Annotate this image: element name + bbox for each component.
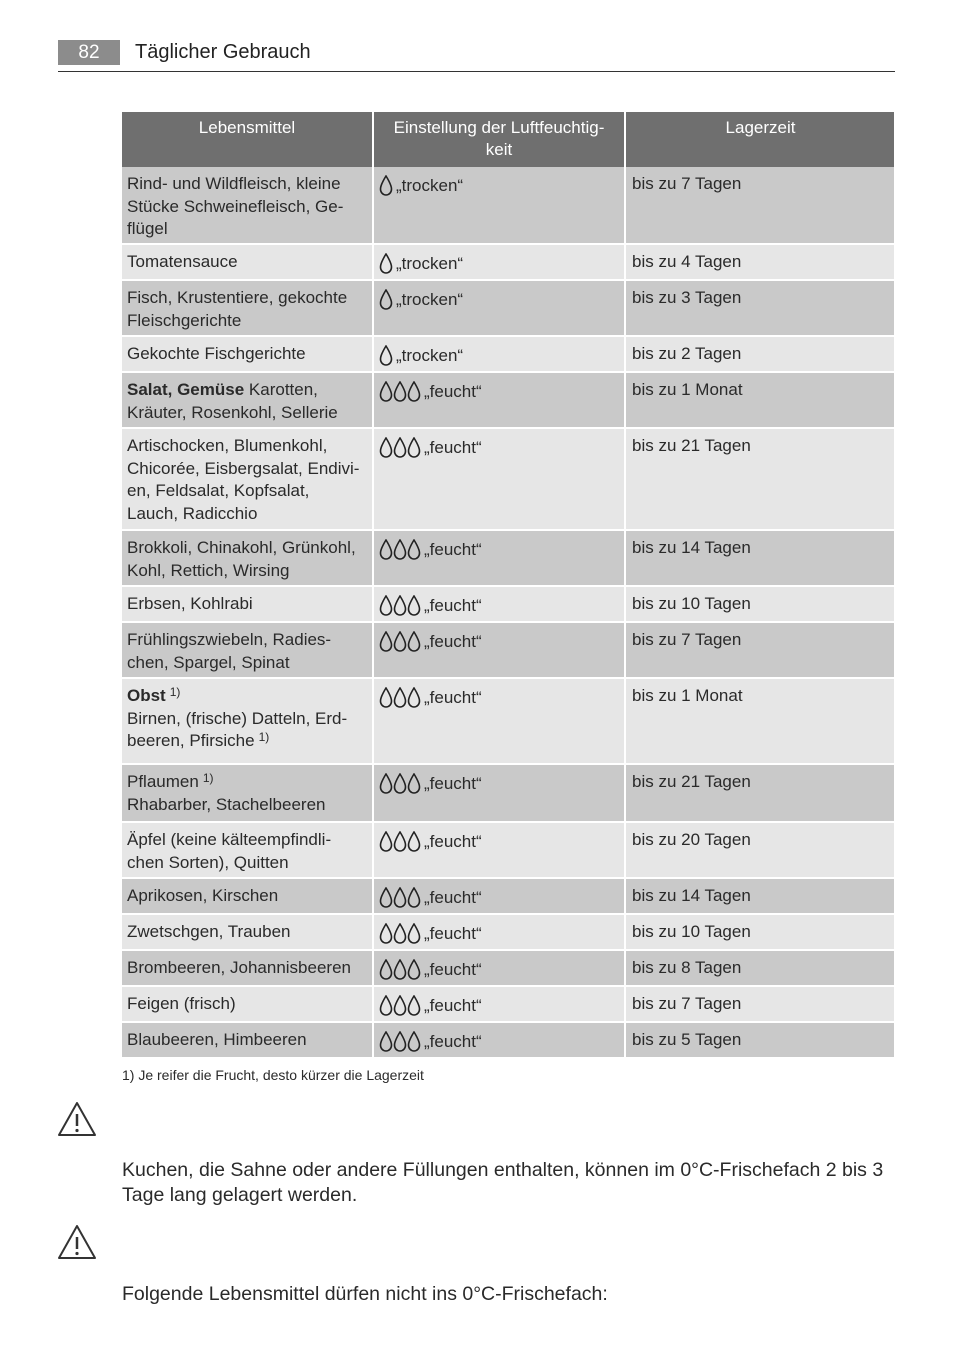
water-drop-icon: [407, 959, 421, 981]
food-name: Rhabarber, Stachelbeeren: [127, 794, 326, 814]
water-drop-icon: [393, 539, 407, 561]
note-cakes: Kuchen, die Sahne oder andere Füllungen enthalten, können im 0°C-Frischefach 2 bis 3 Tage lang gelagert werden.: [122, 1159, 884, 1206]
humidity-cell: [374, 587, 624, 621]
food-cell: [122, 915, 372, 949]
water-drop-icon: [393, 687, 407, 709]
water-drop-icon: [393, 887, 407, 909]
water-drop-icon: [379, 687, 393, 709]
food-cell: [122, 987, 372, 1021]
footnote: 1) Je reifer die Frucht, desto kürzer die Lagerzeit: [122, 1067, 424, 1083]
food-name: Blaubeeren, Himbeeren: [127, 1030, 307, 1049]
humidity-setting: „feucht“: [424, 832, 482, 851]
food-cell: [122, 623, 372, 677]
table-row: [122, 623, 894, 677]
humidity-cell: [374, 823, 624, 877]
table-row: [122, 1023, 894, 1057]
water-drop-icon: [407, 773, 421, 795]
triple-drop-icon: [379, 595, 421, 617]
storage-time-cell: bis zu 10 Tagen: [626, 587, 894, 621]
humidity-cell: [374, 245, 624, 279]
triple-drop-icon: [379, 773, 421, 795]
food-category: Obst: [127, 686, 166, 705]
table-row: [122, 337, 894, 371]
table-row: [122, 679, 894, 763]
food-cell: [122, 587, 372, 621]
single-drop-icon: [379, 345, 393, 367]
table-row: [122, 167, 894, 243]
humidity-setting: „trocken“: [396, 176, 464, 195]
water-drop-icon: [407, 381, 421, 403]
triple-drop-icon: [379, 687, 421, 709]
triple-drop-icon: [379, 539, 421, 561]
page-title: Täglicher Gebrauch: [135, 41, 311, 63]
humidity-cell: [374, 167, 624, 243]
storage-time-cell: bis zu 14 Tagen: [626, 531, 894, 585]
table-row: [122, 373, 894, 427]
water-drop-icon: [407, 437, 421, 459]
table-row: [122, 879, 894, 913]
food-cell: [122, 879, 372, 913]
footnote-ref: 1): [202, 771, 214, 785]
table-row: [122, 531, 894, 585]
warning-icon: [57, 1224, 97, 1260]
food-cell: [122, 337, 372, 371]
food-cell: [122, 1023, 372, 1057]
table-body: [122, 167, 894, 1057]
food-cell: [122, 245, 372, 279]
food-cell: [122, 765, 372, 821]
single-drop-icon: [379, 289, 393, 311]
humidity-setting: „feucht“: [424, 632, 482, 651]
food-cell: [122, 531, 372, 585]
humidity-cell: [374, 1023, 624, 1057]
food-name: Artischocken, Blumenkohl, Chicorée, Eisbergsalat, Endivi- en, Feldsalat, Kopfsalat, Lauch, Radicchio: [127, 436, 360, 523]
food-name: Feigen (frisch): [127, 994, 236, 1013]
water-drop-icon: [393, 595, 407, 617]
food-cell: [122, 373, 372, 427]
water-drop-icon: [407, 1031, 421, 1053]
table-row: [122, 823, 894, 877]
storage-time-cell: bis zu 7 Tagen: [626, 623, 894, 677]
water-drop-icon: [379, 175, 393, 197]
food-name: Zwetschgen, Trauben: [127, 922, 291, 941]
water-drop-icon: [379, 1031, 393, 1053]
food-cell: [122, 281, 372, 335]
food-name: Rind- und Wildfleisch, kleine Stücke Schweinefleisch, Ge- flügel: [127, 174, 344, 238]
humidity-setting: „feucht“: [424, 960, 482, 979]
water-drop-icon: [393, 831, 407, 853]
humidity-cell: [374, 679, 624, 763]
triple-drop-icon: [379, 959, 421, 981]
food-name: Frühlingszwiebeln, Radies- chen, Spargel, Spinat: [127, 630, 332, 672]
column-header-storage: Lagerzeit: [626, 112, 894, 167]
column-header-food: Lebensmittel: [122, 112, 372, 167]
food-cell: [122, 679, 372, 763]
food-name: Erbsen, Kohlrabi: [127, 594, 253, 613]
storage-time-cell: bis zu 2 Tagen: [626, 337, 894, 371]
table-header-row: [122, 112, 894, 167]
water-drop-icon: [407, 595, 421, 617]
water-drop-icon: [379, 923, 393, 945]
humidity-cell: [374, 915, 624, 949]
footnote-ref: 1): [258, 730, 270, 744]
water-drop-icon: [379, 959, 393, 981]
water-drop-icon: [379, 773, 393, 795]
humidity-cell: [374, 373, 624, 427]
humidity-cell: [374, 337, 624, 371]
food-name: Pflaumen: [127, 772, 199, 791]
food-category: Salat, Gemüse: [127, 380, 245, 399]
storage-time-cell: bis zu 7 Tagen: [626, 167, 894, 243]
triple-drop-icon: [379, 1031, 421, 1053]
triple-drop-icon: [379, 831, 421, 853]
food-name: Brombeeren, Johannisbeeren: [127, 958, 351, 977]
triple-drop-icon: [379, 631, 421, 653]
water-drop-icon: [379, 995, 393, 1017]
humidity-setting: „trocken“: [396, 346, 464, 365]
food-name: Brokkoli, Chinakohl, Grünkohl, Kohl, Rettich, Wirsing: [127, 538, 356, 580]
storage-time-cell: bis zu 1 Monat: [626, 679, 894, 763]
single-drop-icon: [379, 253, 393, 275]
humidity-cell: [374, 281, 624, 335]
water-drop-icon: [407, 887, 421, 909]
food-name: Fisch, Krustentiere, gekochte Fleischgerichte: [127, 288, 348, 330]
humidity-cell: [374, 765, 624, 821]
water-drop-icon: [407, 995, 421, 1017]
water-drop-icon: [379, 437, 393, 459]
food-cell: [122, 951, 372, 985]
page-header: [58, 40, 895, 72]
storage-time-cell: bis zu 14 Tagen: [626, 879, 894, 913]
water-drop-icon: [393, 437, 407, 459]
table-row: [122, 587, 894, 621]
table-row: [122, 429, 894, 529]
water-drop-icon: [407, 831, 421, 853]
humidity-setting: „feucht“: [424, 774, 482, 793]
water-drop-icon: [393, 773, 407, 795]
humidity-setting: „feucht“: [424, 596, 482, 615]
table-row: [122, 245, 894, 279]
water-drop-icon: [379, 831, 393, 853]
single-drop-icon: [379, 175, 393, 197]
humidity-setting: „feucht“: [424, 540, 482, 559]
table-row: [122, 987, 894, 1021]
triple-drop-icon: [379, 437, 421, 459]
water-drop-icon: [393, 959, 407, 981]
humidity-setting: „feucht“: [424, 888, 482, 907]
food-cell: [122, 823, 372, 877]
water-drop-icon: [379, 631, 393, 653]
note-forbidden-foods: Folgende Lebensmittel dürfen nicht ins 0°C-Frischefach:: [122, 1283, 608, 1305]
triple-drop-icon: [379, 995, 421, 1017]
storage-time-cell: bis zu 7 Tagen: [626, 987, 894, 1021]
table-row: [122, 281, 894, 335]
food-name: Karotten, Kräuter, Rosenkohl, Sellerie: [127, 380, 338, 422]
water-drop-icon: [393, 995, 407, 1017]
column-header-humidity: Einstellung der Luftfeuchtig- keit: [374, 112, 624, 167]
water-drop-icon: [393, 1031, 407, 1053]
water-drop-icon: [393, 923, 407, 945]
water-drop-icon: [407, 539, 421, 561]
page-number: 82: [58, 40, 120, 65]
humidity-setting: „feucht“: [424, 1032, 482, 1051]
water-drop-icon: [379, 381, 393, 403]
humidity-setting: „trocken“: [396, 290, 464, 309]
water-drop-icon: [393, 381, 407, 403]
water-drop-icon: [379, 253, 393, 275]
humidity-cell: [374, 987, 624, 1021]
storage-time-cell: bis zu 10 Tagen: [626, 915, 894, 949]
humidity-cell: [374, 429, 624, 529]
humidity-cell: [374, 531, 624, 585]
food-name: Gekochte Fischgerichte: [127, 344, 306, 363]
footnote-ref: 1): [169, 685, 181, 699]
triple-drop-icon: [379, 887, 421, 909]
storage-time-cell: bis zu 21 Tagen: [626, 765, 894, 821]
warning-icon: [57, 1101, 97, 1137]
food-name: Aprikosen, Kirschen: [127, 886, 279, 905]
water-drop-icon: [379, 289, 393, 311]
triple-drop-icon: [379, 923, 421, 945]
humidity-setting: „feucht“: [424, 924, 482, 943]
storage-time-cell: bis zu 1 Monat: [626, 373, 894, 427]
water-drop-icon: [393, 631, 407, 653]
water-drop-icon: [407, 687, 421, 709]
humidity-setting: „feucht“: [424, 996, 482, 1015]
humidity-setting: „feucht“: [424, 688, 482, 707]
table-row: [122, 915, 894, 949]
food-cell: [122, 167, 372, 243]
humidity-cell: [374, 623, 624, 677]
food-cell: [122, 429, 372, 529]
storage-table: [122, 112, 894, 1057]
humidity-setting: „feucht“: [424, 438, 482, 457]
water-drop-icon: [379, 887, 393, 909]
water-drop-icon: [379, 345, 393, 367]
storage-time-cell: bis zu 21 Tagen: [626, 429, 894, 529]
table-row: [122, 765, 894, 821]
water-drop-icon: [407, 631, 421, 653]
storage-time-cell: bis zu 4 Tagen: [626, 245, 894, 279]
food-name: Tomatensauce: [127, 252, 238, 271]
storage-time-cell: bis zu 3 Tagen: [626, 281, 894, 335]
water-drop-icon: [379, 595, 393, 617]
water-drop-icon: [407, 923, 421, 945]
food-name: Birnen, (frische) Datteln, Erd- beeren, Pfirsiche: [127, 708, 348, 750]
humidity-cell: [374, 951, 624, 985]
table-row: [122, 951, 894, 985]
humidity-setting: „trocken“: [396, 254, 464, 273]
humidity-cell: [374, 879, 624, 913]
storage-time-cell: bis zu 20 Tagen: [626, 823, 894, 877]
storage-time-cell: bis zu 5 Tagen: [626, 1023, 894, 1057]
humidity-setting: „feucht“: [424, 382, 482, 401]
water-drop-icon: [379, 539, 393, 561]
food-name: Äpfel (keine kälteempfindli- chen Sorten), Quitten: [127, 830, 332, 872]
storage-time-cell: bis zu 8 Tagen: [626, 951, 894, 985]
triple-drop-icon: [379, 381, 421, 403]
